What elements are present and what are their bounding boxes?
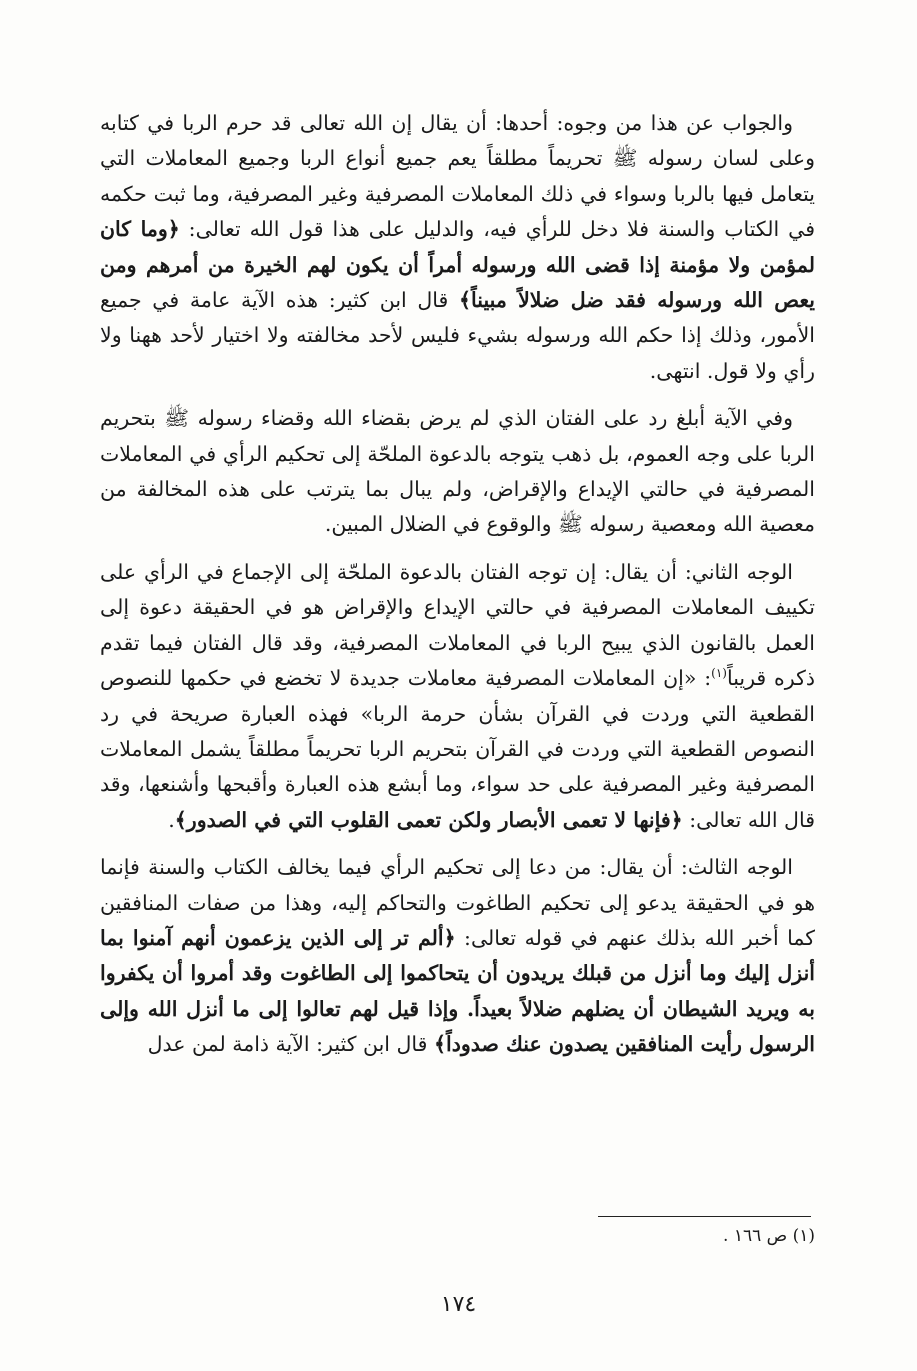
text-segment: والجواب عن هذا من وجوه: أحدها: أن يقال إن الله تعالى قد حرم الربا في كتابه وعلى لسان رسوله ﷺ تحريماً مطلقاً يعم جميع أنواع الربا وجميع المعاملات التي يتعامل فيها بالربا وسواء في ذلك المعاملات المصرفية وغير المصرفية، وما ثبت حكمه في الكتاب والسنة فلا دخل للرأي فيه، والدليل على هذا قول الله تعالى: <box>100 111 815 242</box>
quran-verse: ﴿ألم تر إلى الذين يزعمون أنهم آمنوا بما أنزل إليك وما أنزل من قبلك يريدون أن يتحاكموا إلى الطاغوت وقد أمروا أن يكفروا به ويريد الشيطان أن يضلهم ضلالاً بعيداً. وإذا قيل لهم تعالوا إلى ما أنزل الله وإلى الرسول رأيت المنافقين يصدون عنك صدوداً﴾ <box>100 925 815 1057</box>
paragraph-2 <box>100 401 815 543</box>
footnote-marker: (١) <box>711 666 727 681</box>
footnote: (١) ص ١٦٦ . <box>723 1226 815 1246</box>
text-segment: . <box>168 807 175 832</box>
paragraph-3 <box>100 555 815 838</box>
main-text <box>100 106 815 1063</box>
quran-verse: ﴿فإنها لا تعمى الأبصار ولكن تعمى القلوب التي في الصدور﴾ <box>174 807 683 832</box>
footnote-divider <box>598 1216 811 1217</box>
text-segment: قال ابن كثير: هذه الآية عامة في جميع الأمور، وذلك إذا حكم الله ورسوله بشيء فليس لأحد مخالفته ولا اختيار لأحد ههنا ولا رأي ولا قول. انتهى. <box>100 288 815 383</box>
text-segment: الوجه الثالث: أن يقال: من دعا إلى تحكيم الرأي فيما يخالف الكتاب والسنة فإنما هو في الحقيقة يدعو إلى تحكيم الطاغوت والتحاكم إليه، وهذا من صفات المنافقين كما أخبر الله بذلك عنهم في قوله تعالى: <box>100 855 815 950</box>
text-segment: الوجه الثاني: أن يقال: إن توجه الفتان بالدعوة الملحّة إلى الإجماع في الرأي على تكييف المعاملات المصرفية في حالتي الإيداع والإقراض هو في الحقيقة دعوة إلى العمل بالقانون الذي يبيح الربا في المعاملات المصرفية، وقد قال الفتان فيما تقدم ذكره قريباً <box>100 559 815 691</box>
text-segment: وفي الآية أبلغ رد على الفتان الذي لم يرض بقضاء الله وقضاء رسوله ﷺ بتحريم الربا على وجه العموم، بل ذهب يتوجه بالدعوة الملحّة إلى تحكيم الرأي في المعاملات المصرفية في حالتي الإيداع والإقراض، ولم يبال بما يترتب على هذه المخالفة من معصية الله ومعصية رسوله ﷺ والوقوع في الضلال المبين. <box>100 406 815 537</box>
text-segment: : «إن المعاملات المصرفية معاملات جديدة لا تخضع في حكمها للنصوص القطعية التي وردت في القرآن بشأن حرمة الربا» فهذه العبارة صريحة في رد النصوص القطعية التي وردت في القرآن بتحريم الربا تحريماً مطلقاً يشمل المعاملات المصرفية وغير المصرفية على حد سواء، وما أبشع هذه العبارة وأقبحها وأشنعها، وقد قال الله تعالى: <box>100 666 815 832</box>
text-segment: قال ابن كثير: الآية ذامة لمن عدل <box>147 1032 434 1057</box>
page-number: ١٧٤ <box>440 1292 477 1317</box>
paragraph-4 <box>100 850 815 1062</box>
quran-verse: ﴿وما كان لمؤمن ولا مؤمنة إذا قضى الله ورسوله أمراً أن يكون لهم الخيرة من أمرهم ومن يعص الله ورسوله فقد ضل ضلالاً مبيناً﴾ <box>100 217 816 313</box>
paragraph-1 <box>100 106 815 389</box>
